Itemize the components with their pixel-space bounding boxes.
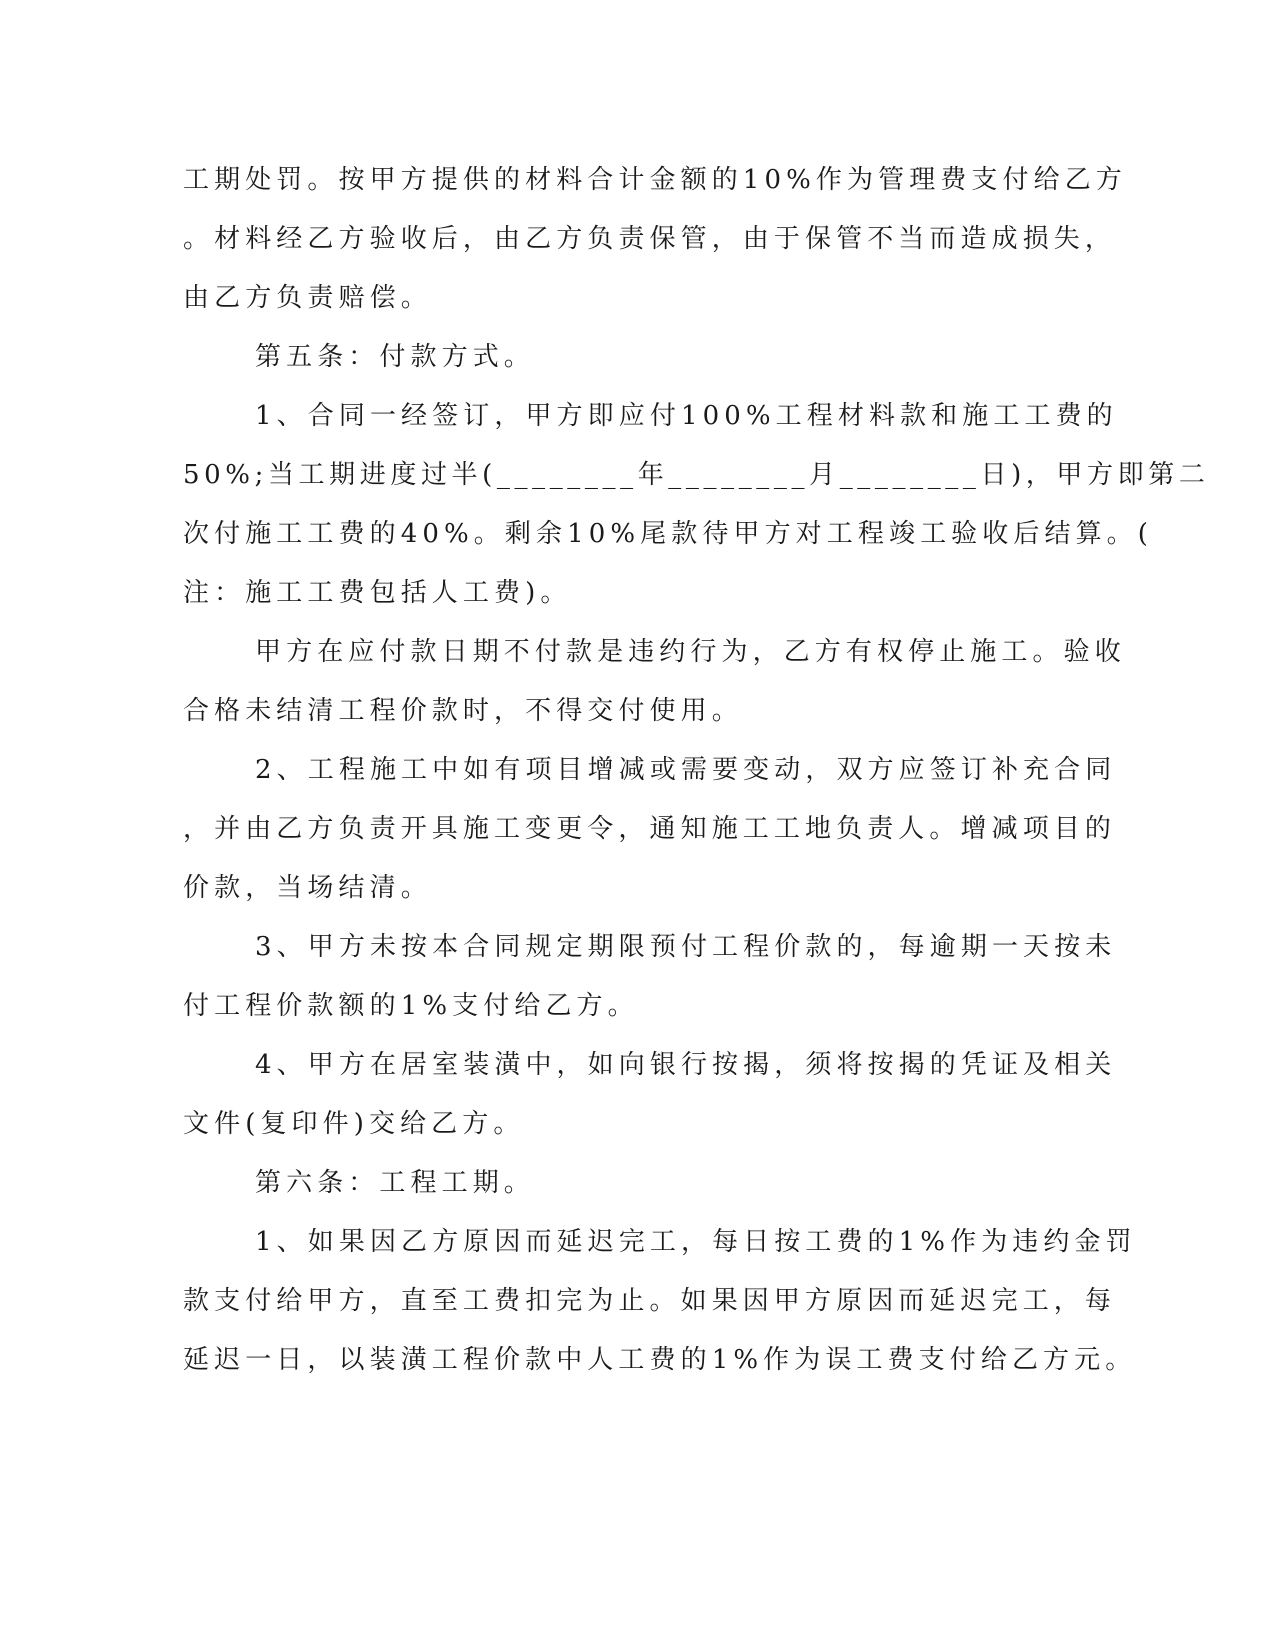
paragraph-line: 延迟一日，以装潢工程价款中人工费的1%作为误工费支付给乙方元。 xyxy=(183,1345,1137,1375)
paragraph-line: ，并由乙方负责开具施工变更令，通知施工工地负责人。增减项目的 xyxy=(183,814,1117,844)
paragraph-line: 4、甲方在居室装潢中，如向银行按揭，须将按揭的凭证及相关 xyxy=(255,1050,1117,1080)
paragraph-line: 。材料经乙方验收后，由乙方负责保管，由于保管不当而造成损失， xyxy=(183,224,1117,254)
paragraph-line: 合格未结清工程价款时，不得交付使用。 xyxy=(183,696,743,726)
paragraph-line: 50%;当工期进度过半(________年________月________日)，甲方即第二 xyxy=(183,460,1210,490)
paragraph-line: 文件(复印件)交给乙方。 xyxy=(183,1109,525,1139)
paragraph-line: 次付施工工费的40%。剩余10%尾款待甲方对工程竣工验收后结算。( xyxy=(183,519,1154,549)
paragraph-line: 由乙方负责赔偿。 xyxy=(183,283,432,313)
section-heading: 第五条：付款方式。 xyxy=(255,342,535,372)
paragraph-line: 款支付给甲方，直至工费扣完为止。如果因甲方原因而延迟完工，每 xyxy=(183,1286,1117,1316)
paragraph-line: 1、合同一经签订，甲方即应付100%工程材料款和施工工费的 xyxy=(255,401,1118,431)
section-heading: 第六条：工程工期。 xyxy=(255,1168,535,1198)
paragraph-line: 付工程价款额的1%支付给乙方。 xyxy=(183,991,639,1021)
paragraph-line: 注：施工工费包括人工费)。 xyxy=(183,578,572,608)
paragraph-line: 工期处罚。按甲方提供的材料合计金额的10%作为管理费支付给乙方 xyxy=(183,165,1127,195)
paragraph-line: 价款，当场结清。 xyxy=(183,873,432,903)
paragraph-line: 2、工程施工中如有项目增减或需要变动，双方应签订补充合同 xyxy=(255,755,1117,785)
paragraph-line: 甲方在应付款日期不付款是违约行为，乙方有权停止施工。验收 xyxy=(255,637,1126,667)
paragraph-line: 3、甲方未按本合同规定期限预付工程价款的，每逾期一天按未 xyxy=(255,932,1117,962)
paragraph-line: 1、如果因乙方原因而延迟完工，每日按工费的1%作为违约金罚 xyxy=(255,1227,1137,1257)
